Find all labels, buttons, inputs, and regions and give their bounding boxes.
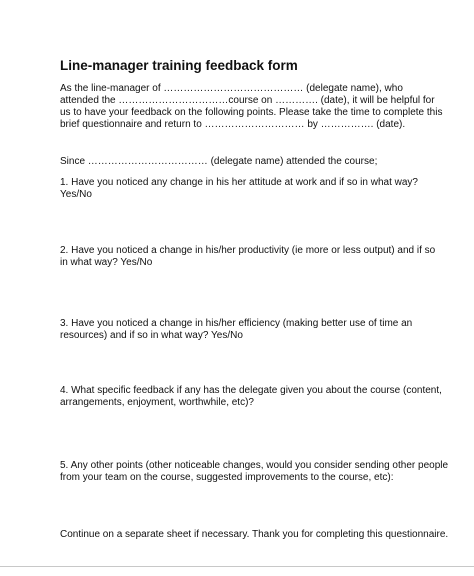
closing-note: Continue on a separate sheet if necessary. Thank you for completing this questionnaire. [60, 529, 449, 540]
intro-line: brief questionnaire and return to ………………………… by ……………. (date). [60, 119, 406, 130]
question-3-line-2: resources) and if so in what way? Yes/No [60, 330, 243, 341]
question-2-line-1: 2. Have you noticed a change in his/her productivity (ie more or less output) and if so [60, 245, 436, 256]
question-4-line-2: arrangements, enjoyment, worthwhile, etc)? [60, 397, 254, 408]
question-5-line-2: from your team on the course, suggested improvements to the course, etc): [60, 472, 394, 483]
page-bottom-rule [0, 566, 474, 567]
question-4-line-1: 4. What specific feedback if any has the delegate given you about the course (content, [60, 385, 442, 396]
question-2-line-2: in what way? Yes/No [60, 257, 153, 268]
question-3-line-1: 3. Have you noticed a change in his/her efficiency (making better use of time an [60, 318, 413, 329]
question-5-line-1: 5. Any other points (other noticeable changes, would you consider sending other people [60, 460, 449, 471]
question-1-line-1: 1. Have you noticed any change in his her attitude at work and if so in what way? [60, 177, 418, 188]
intro-line: As the line-manager of …………………………………… (delegate name), who [60, 83, 403, 94]
since-line: Since ……………………………… (delegate name) attended the course; [60, 156, 378, 167]
intro-line: us to have your feedback on the following points. Please take the time to complete this [60, 107, 443, 118]
intro-line: attended the ……………………………course on …………. (date), it will be helpful for [60, 95, 435, 106]
form-title: Line-manager training feedback form [60, 58, 298, 73]
question-1-line-2: Yes/No [60, 189, 92, 200]
